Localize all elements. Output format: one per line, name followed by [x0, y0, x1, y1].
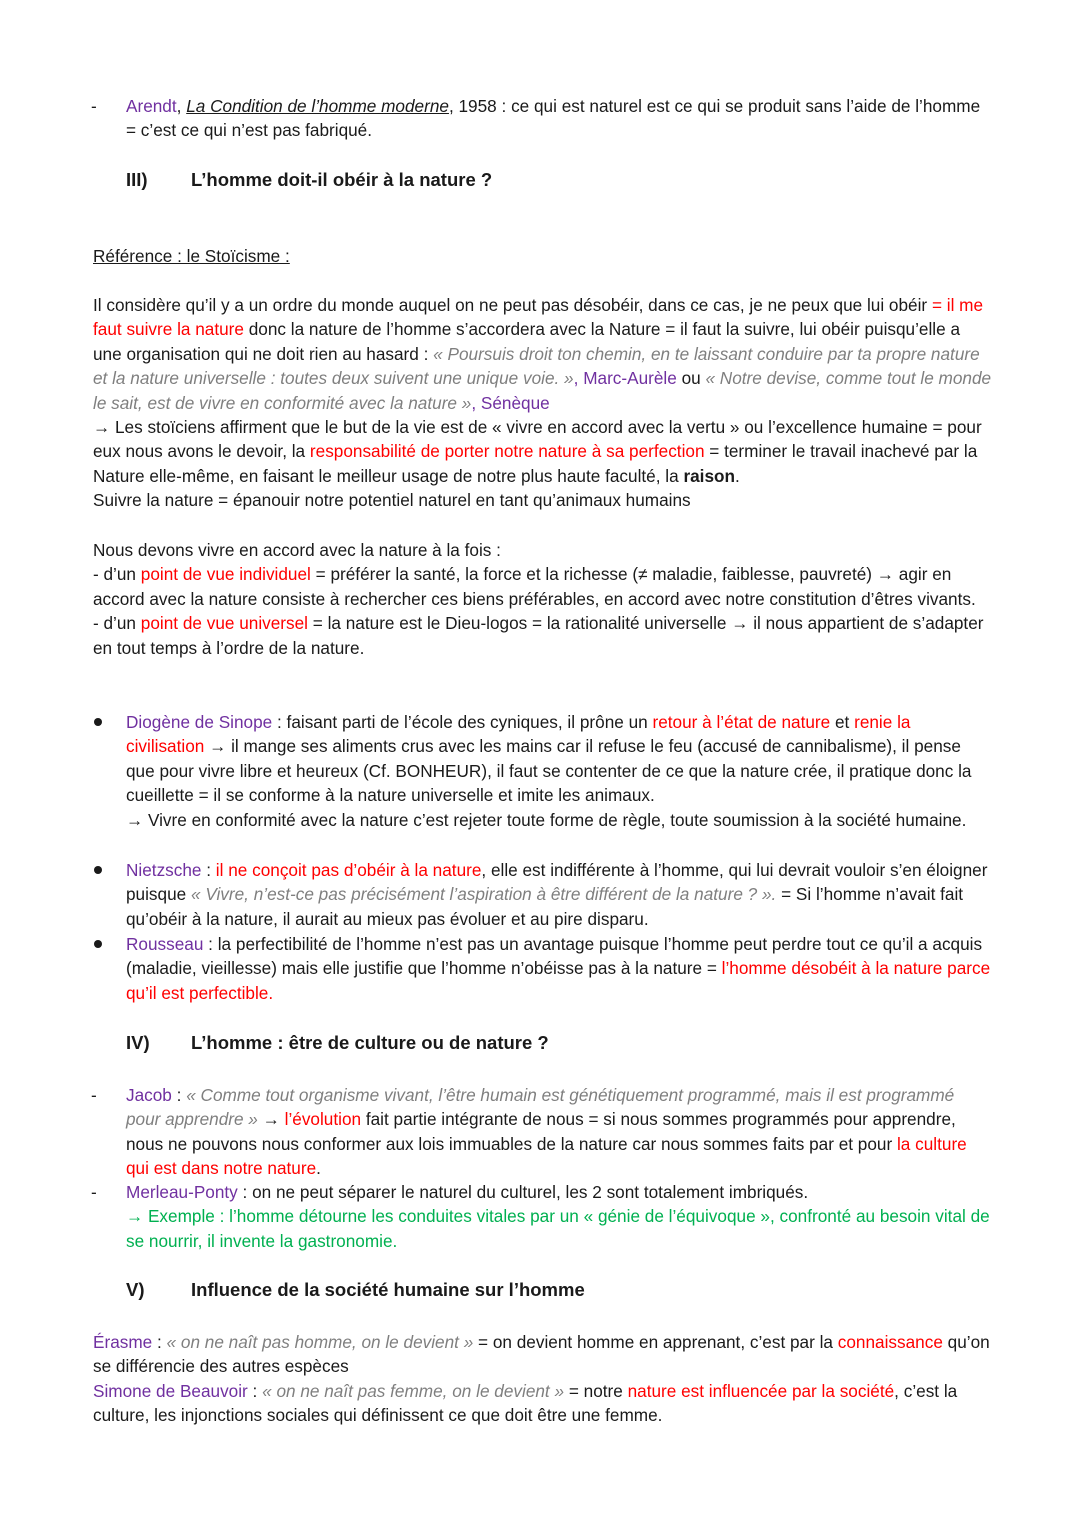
book-title: La Condition de l’homme moderne: [186, 96, 449, 116]
section-title-5: Influence de la société humaine sur l’homme: [191, 1279, 585, 1300]
bullet-icon: [94, 718, 102, 726]
arrow-icon: →: [262, 1109, 280, 1130]
nietzsche-item: Nietzsche : il ne conçoit pas d’obéir à la nature, elle est indifférente à l’homme, qui lui devrait vouloir s’en éloigner puisque « Vivre, n’est-ce pas précisément l’aspiration à être différent de la nature ? ». = Si l’homme n’avait fait qu’obéir à la nature, il aurait au mieux pas évoluer et au pire disparu.: [126, 860, 988, 929]
arendt-item: Arendt, La Condition de l’homme moderne, 1958 : ce qui est naturel est ce qui se produit sans l’aide de l’homme = c’est ce qui n’est pas fabriqué.: [126, 96, 981, 141]
arrow-icon: →: [126, 809, 144, 830]
quote-erasme: « on ne naît pas homme, on le devient »: [166, 1332, 474, 1352]
author-jacob: Jacob: [126, 1085, 172, 1105]
arrow-icon: →: [876, 564, 894, 585]
rousseau-item: Rousseau : la perfectibilité de l’homme n’est pas un avantage puisque l’homme peut perdre tout ce qu’il a acquis (maladie, vieillesse) mais elle justifie que l’homme n’obéisse pas à la nature = l’homme désobéit à la nature parce qu’il est perfectible.: [126, 934, 991, 1003]
section-title-3: L’homme doit-il obéir à la nature ?: [191, 169, 493, 190]
arrow-icon: →: [93, 417, 111, 438]
arrow-icon: →: [126, 1206, 144, 1227]
example-text: Exemple : l’homme détourne les conduites vitales par un « génie de l’équivoque », confronté au besoin vital de se nourrir, il invente la gastronomie.: [126, 1206, 990, 1251]
author-arendt: Arendt: [126, 96, 177, 116]
section-number-3: III): [126, 169, 148, 190]
bullet-icon: [94, 940, 102, 948]
author-merleau-ponty: Merleau-Ponty: [126, 1182, 238, 1202]
list-dash: -: [91, 1085, 97, 1105]
author-beauvoir: Simone de Beauvoir: [93, 1380, 248, 1401]
author-erasme: Érasme: [93, 1332, 153, 1352]
section-number-4: IV): [126, 1032, 150, 1053]
author-diogene: Diogène de Sinope: [126, 712, 273, 732]
section-number-5: V): [126, 1279, 145, 1300]
list-dash: -: [91, 96, 97, 116]
quote-jacob: « Comme tout organisme vivant, l’être humain est génétiquement programmé, mais il est programmé pour apprendre »: [126, 1085, 955, 1130]
section-title-4: L’homme : être de culture ou de nature ?: [191, 1032, 549, 1053]
quote-marc-aurele: « Poursuis droit ton chemin, en te laissant conduire par ta propre nature et la nature universelle : toutes deux suivent une unique voie. »: [93, 343, 980, 389]
arrow-icon: →: [209, 736, 227, 757]
erasme-beauvoir-paragraph: Érasme : « on ne naît pas homme, on le devient » = on devient homme en apprenant, c’est par la connaissance qu’on se différencie des autres espèces Simone de Beauvoir : « on ne naît pas femme, on le devient » = notre nature est influencée par la société, c’est la culture, les injonctions sociales qui définissent ce que doit être une femme.: [93, 1332, 990, 1426]
merleau-ponty-item: Merleau-Ponty : on ne peut séparer le naturel du culturel, les 2 sont totalement imbriqués. → Exemple : l’homme détourne les conduites vitales par un « génie de l’équivoque », confronté au besoin vital de se nourrir, il invente la gastronomie.: [126, 1182, 990, 1251]
accord-paragraph: Nous devons vivre en accord avec la nature à la fois : - d’un point de vue individuel = préférer la santé, la force et la richesse (≠ maladie, faiblesse, pauvreté) → agir en accord avec la nature consiste à rechercher ces biens préférables, en accord avec notre constitution d’êtres vivants. - d’un point de vue universel = la nature est le Dieu-logos = la rationalité universelle → il nous appartient de s’adapter en tout temps à l’ordre de la nature.: [93, 540, 984, 658]
author-nietzsche: Nietzsche: [126, 860, 202, 880]
quote-nietzsche: « Vivre, n’est-ce pas précisément l’aspiration à être différent de la nature ? ».: [190, 884, 777, 905]
stoic-paragraph: Il considère qu’il y a un ordre du monde auquel on ne peut pas désobéir, dans ce cas, je ne peux que lui obéir = il me faut suivre la nature donc la nature de l’homme s’accordera avec la Nature = il faut la suivre, lui obéir puisqu’elle a une organisation qui ne doit rien au hasard : « Poursuis droit ton chemin, en te laissant conduire par ta propre nature et la nature universelle : toutes deux suivent une unique voie. », Marc-Aurèle ou « Notre devise, comme tout le monde le sait, est de vivre en conformité avec la nature », Sénèque → Les stoïciens affirment que le but de la vie est de « vivre en accord avec la vertu » ou l’excellence humaine = pour eux nous avons le devoir, la responsabilité de porter notre nature à sa perfection = terminer le travail inachevé par la Nature elle-même, en faisant le meilleur usage de notre plus haute faculté, la raison. Suivre la nature = épanouir notre potentiel naturel en tant qu’animaux humains: [93, 295, 992, 511]
diogene-item: Diogène de Sinope : faisant parti de l’école des cyniques, il prône un retour à l’état de nature et renie la civilisation → il mange ses aliments crus avec les mains car il refuse le feu (accusé de cannibalisme), il pense que pour vivre libre et heureux (Cf. BONHEUR), il faut se contenter de ce que la nature crée, il pratique donc la cueillette = il se conforme à la nature universelle et imite les animaux. → Vivre en conformité avec la nature c’est rejeter toute forme de règle, toute soumission à la société humaine.: [126, 712, 972, 830]
author-rousseau: Rousseau: [126, 934, 204, 954]
list-dash: -: [91, 1182, 97, 1202]
jacob-item: Jacob : « Comme tout organisme vivant, l’être humain est génétiquement programmé, mais il est programmé pour apprendre » → l’évolution fait partie intégrante de nous = si nous sommes programmés pour apprendre, nous ne pouvons nous conformer aux lois immuables de la nature car nous sommes faits par et pour la culture qui est dans notre nature.: [126, 1085, 967, 1179]
reference-heading: Référence : le Stoïcisme :: [93, 246, 290, 266]
quote-seneque: « Notre devise, comme tout le monde le sait, est de vivre en conformité avec la nature »: [93, 368, 992, 413]
author-marc-aurele: Marc-Aurèle: [583, 368, 677, 389]
quote-beauvoir: « on ne naît pas femme, on le devient »: [262, 1380, 565, 1401]
author-seneque: Sénèque: [480, 392, 550, 413]
bullet-icon: [94, 866, 102, 874]
arrow-icon: →: [731, 613, 749, 634]
